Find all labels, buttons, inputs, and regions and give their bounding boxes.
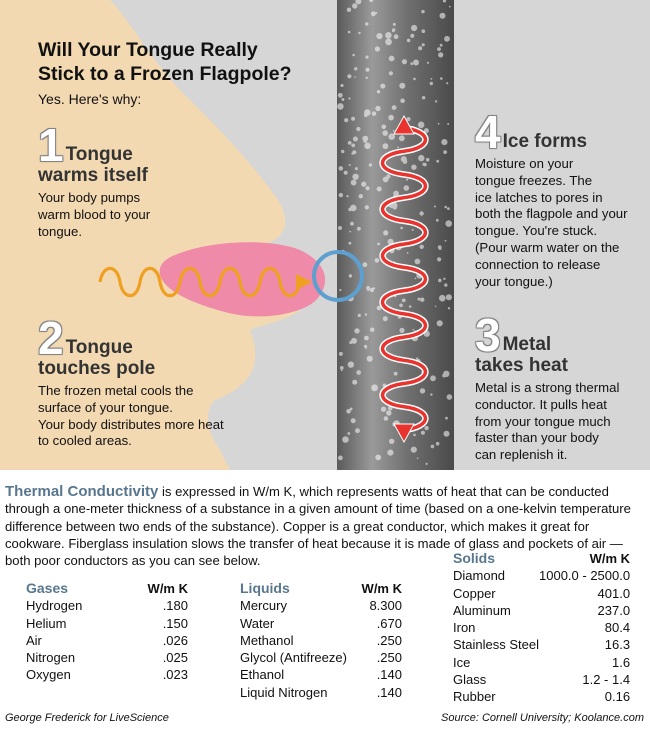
thermal-conductivity-text: is expressed in W/m K, which represents watts of heat that can be conducted through a one-meter thickness of a substance in a given amount of time (based on a one-kelvin temperature difference between two ends of the substance). Copper is a great conductor, which makes it great for cookware. Fiberglass insulation slows the transfer of heat because it is made of glass and pockets of air — both poor conductors as you can see below. <box>5 484 631 569</box>
table-row: Ethanol .140 <box>240 667 402 683</box>
table-row: Diamond 1000.0 - 2500.0 <box>453 568 631 584</box>
step-2 <box>38 312 298 450</box>
table-row: Oxygen .023 <box>26 667 188 683</box>
title-line-2: Stick to a Frozen Flagpole? <box>38 63 292 85</box>
table-title: Liquids <box>240 580 290 596</box>
flagpole <box>337 0 454 470</box>
step-number: 3 <box>475 309 501 361</box>
table-row: Mercury 8.300 <box>240 598 402 614</box>
table-row: Hydrogen .180 <box>26 598 188 614</box>
table-row: Glass 1.2 - 1.4 <box>453 672 631 688</box>
step-body: Moisture on your tongue freezes. The ice latches to pores in both the flagpole and your tongue. You're stuck. (Pour warm water on the connection to release your tongue.) <box>475 156 628 289</box>
page-title <box>38 38 292 86</box>
step-heading: Tongue <box>65 337 133 358</box>
table-row: Methanol .250 <box>240 632 402 648</box>
table-row: Stainless Steel 16.3 <box>453 637 631 653</box>
credit-left: George Frederick for LiveScience <box>5 712 169 724</box>
step-number: 1 <box>38 119 64 171</box>
table-unit: W/m K <box>361 581 402 596</box>
table-row: Nitrogen .025 <box>26 650 188 666</box>
table-title: Solids <box>453 550 496 566</box>
step-1 <box>38 119 268 240</box>
gases-table <box>26 580 188 684</box>
table-row: Glycol (Antifreeze) .250 <box>240 650 402 666</box>
table-unit: W/m K <box>589 551 631 566</box>
step-heading: takes heat <box>475 355 568 376</box>
step-heading: Metal <box>502 334 552 355</box>
step-number: 2 <box>38 312 64 364</box>
step-heading: Ice forms <box>502 131 588 152</box>
step-body: Your body pumps warm blood to your tongue. <box>38 190 151 239</box>
step-body: The frozen metal cools the surface of your tongue. Your body distributes more heat to cooled areas. <box>38 383 224 449</box>
liquids-table <box>240 580 402 701</box>
table-row: Air .026 <box>26 632 188 648</box>
subtitle: Yes. Here's why: <box>38 91 142 107</box>
table-row: Rubber 0.16 <box>453 689 631 705</box>
table-row: Aluminum 237.0 <box>453 602 631 618</box>
step-heading: Tongue <box>65 144 133 165</box>
table-row: Copper 401.0 <box>453 585 631 601</box>
thermal-conductivity-term: Thermal Conductivity <box>5 483 159 500</box>
table-row: Helium .150 <box>26 615 188 631</box>
step-3 <box>475 309 645 464</box>
title-line-1: Will Your Tongue Really <box>38 39 258 61</box>
table-unit: W/m K <box>147 581 188 596</box>
table-row: Liquid Nitrogen .140 <box>240 684 402 700</box>
table-title: Gases <box>26 580 69 596</box>
solids-table <box>453 550 630 706</box>
credit-right: Source: Cornell University; Koolance.com <box>441 712 644 724</box>
step-number: 4 <box>475 106 501 158</box>
step-heading: warms itself <box>38 165 148 186</box>
step-4 <box>475 106 647 290</box>
table-row: Iron 80.4 <box>453 620 631 636</box>
step-heading: touches pole <box>38 358 156 379</box>
step-body: Metal is a strong thermal conductor. It pulls heat from your tongue much faster than your body can replenish it. <box>475 380 620 463</box>
table-row: Water .670 <box>240 615 402 631</box>
table-row: Ice 1.6 <box>453 654 631 670</box>
